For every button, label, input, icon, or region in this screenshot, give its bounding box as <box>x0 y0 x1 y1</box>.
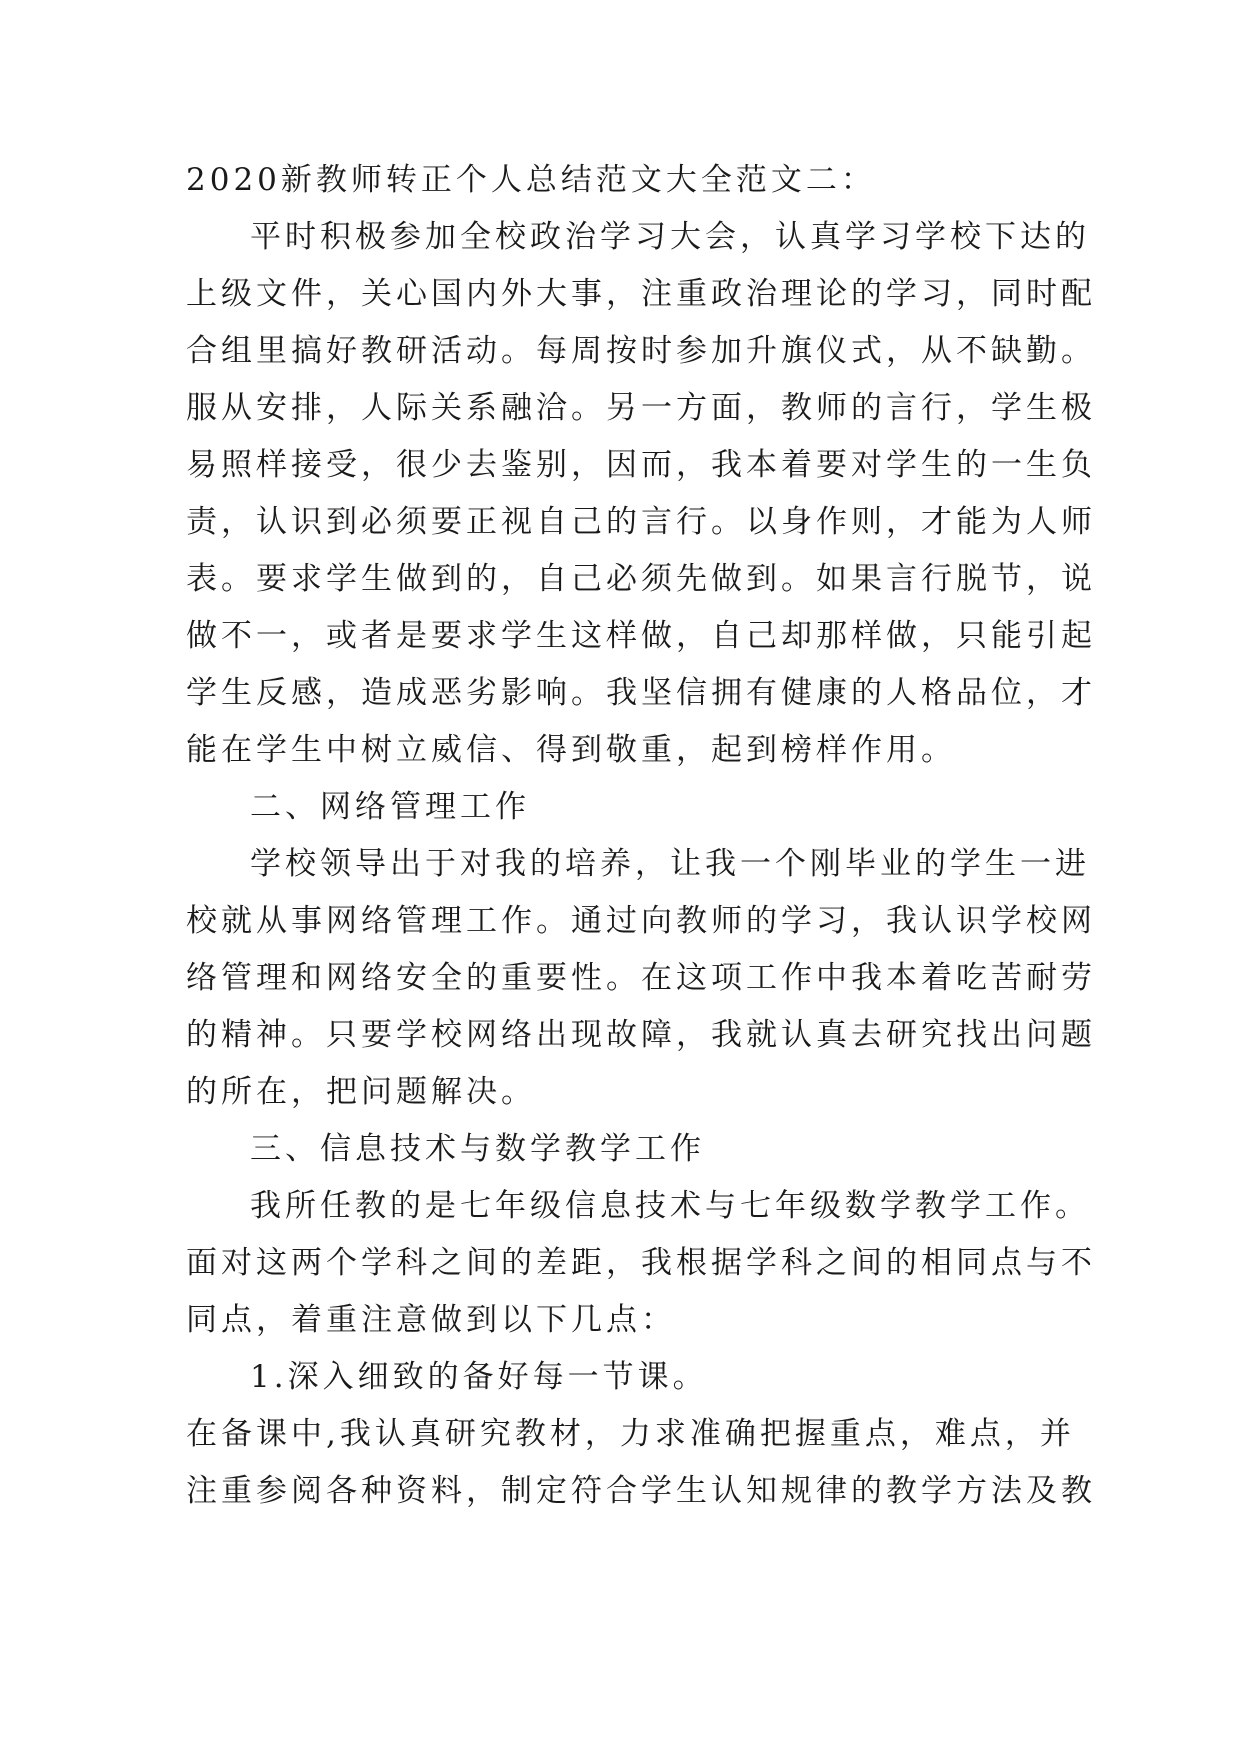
text-line: 服从安排，人际关系融洽。另一方面，教师的言行，学生极 <box>186 390 1096 426</box>
text-line: 上级文件，关心国内外大事，注重政治理论的学习，同时配 <box>186 276 1096 312</box>
text-line: 的精神。只要学校网络出现故障，我就认真去研究找出问题 <box>186 1017 1096 1053</box>
text-line: 表。要求学生做到的，自己必须先做到。如果言行脱节，说 <box>186 561 1096 597</box>
text-line: 同点，着重注意做到以下几点： <box>186 1302 676 1338</box>
text-line: 面对这两个学科之间的差距，我根据学科之间的相同点与不 <box>186 1245 1096 1281</box>
list-item-heading: 1.深入细致的备好每一节课。 <box>250 1359 708 1395</box>
text-line: 络管理和网络安全的重要性。在这项工作中我本着吃苦耐劳 <box>186 960 1096 996</box>
text-line: 做不一，或者是要求学生这样做，自己却那样做，只能引起 <box>186 618 1096 654</box>
text-line: 的所在，把问题解决。 <box>186 1074 536 1110</box>
text-line: 易照样接受，很少去鉴别，因而，我本着要对学生的一生负 <box>186 447 1096 483</box>
text-line: 校就从事网络管理工作。通过向教师的学习，我认识学校网 <box>186 903 1096 939</box>
section-heading: 二、网络管理工作 <box>250 789 530 825</box>
text-line: 我所任教的是七年级信息技术与七年级数学教学工作。 <box>250 1188 1090 1224</box>
text-line: 平时积极参加全校政治学习大会，认真学习学校下达的 <box>250 219 1090 255</box>
text-line: 合组里搞好教研活动。每周按时参加升旗仪式，从不缺勤。 <box>186 333 1096 369</box>
section-heading: 三、信息技术与数学教学工作 <box>250 1131 705 1167</box>
text-line: 责，认识到必须要正视自己的言行。以身作则，才能为人师 <box>186 504 1096 540</box>
text-line: 在备课中,我认真研究教材，力求准确把握重点，难点，并 <box>186 1416 1075 1452</box>
text-line: 能在学生中树立威信、得到敬重，起到榜样作用。 <box>186 732 956 768</box>
document-heading: 2020新教师转正个人总结范文大全范文二： <box>186 162 876 198</box>
text-line: 学校领导出于对我的培养，让我一个刚毕业的学生一进 <box>250 846 1090 882</box>
text-line: 学生反感，造成恶劣影响。我坚信拥有健康的人格品位，才 <box>186 675 1096 711</box>
text-line: 注重参阅各种资料，制定符合学生认知规律的教学方法及教 <box>186 1473 1096 1509</box>
